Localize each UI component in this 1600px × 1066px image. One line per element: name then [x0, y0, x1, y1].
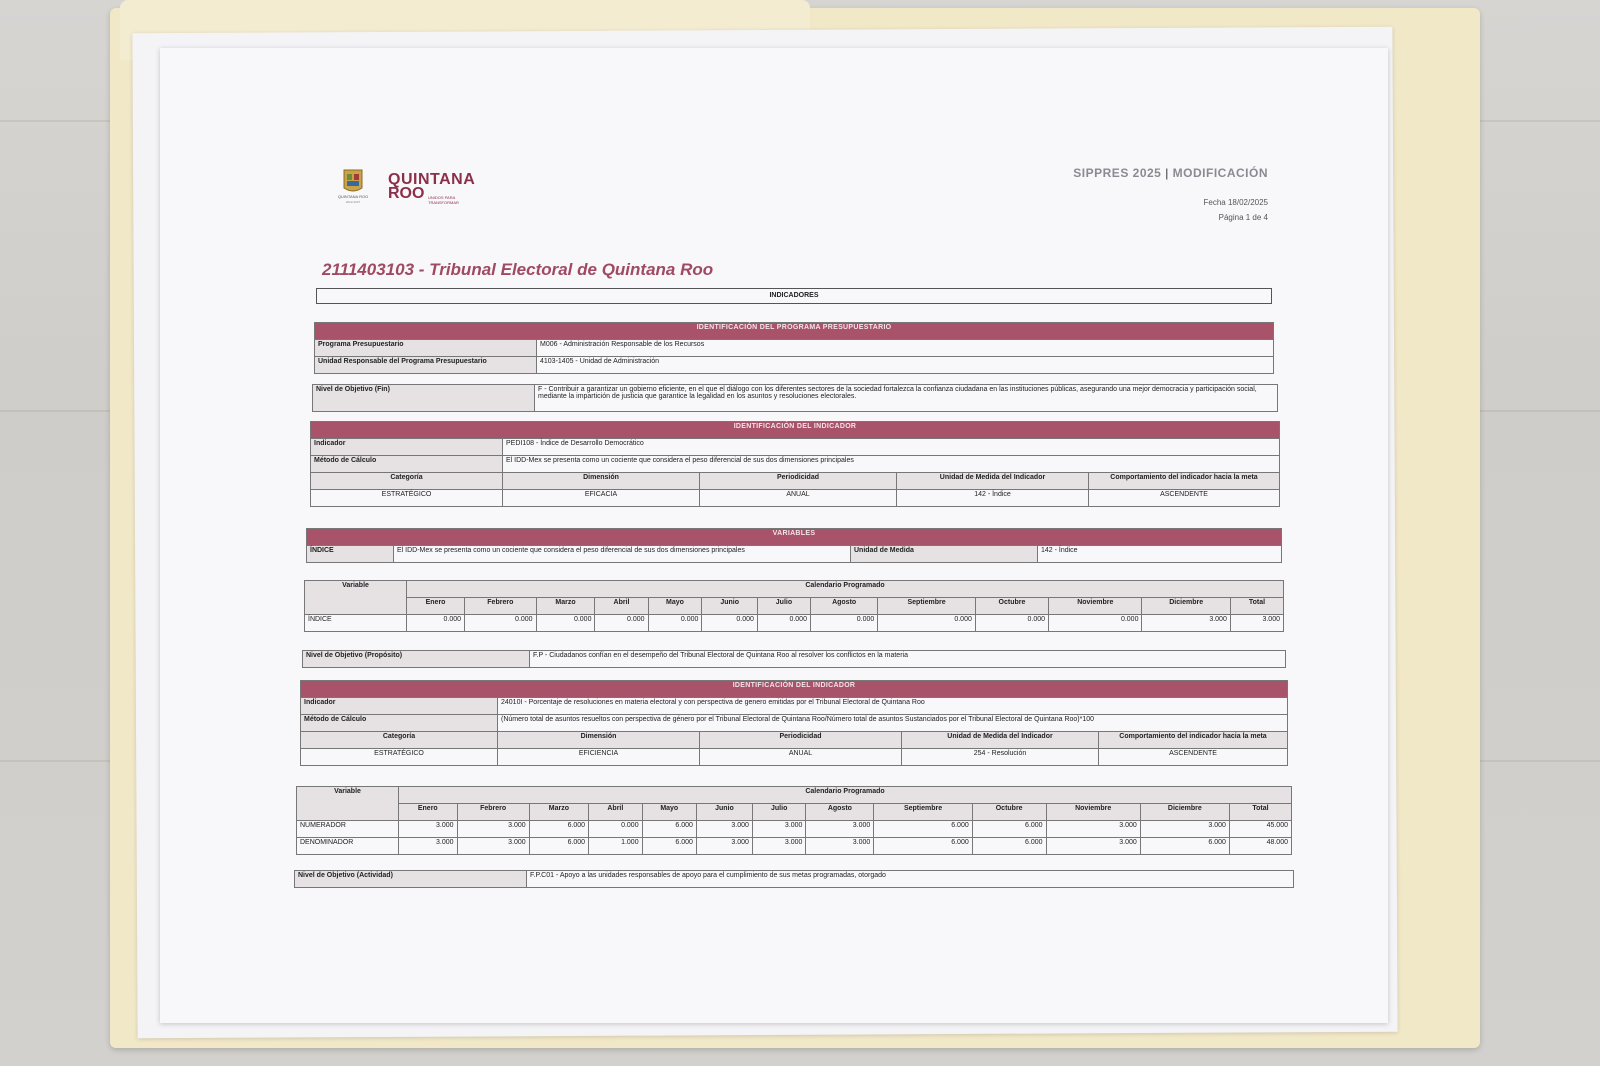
fin-table	[312, 384, 1278, 412]
cal-value-cell: 6.000	[529, 838, 588, 855]
ind1-h-dimension: Dimensión	[503, 473, 700, 490]
calendario1-table	[304, 580, 1284, 632]
indicador1-table	[310, 421, 1280, 507]
cal-month-header: Febrero	[465, 598, 537, 615]
variables-table	[306, 528, 1282, 563]
system-name: SIPPRES 2025	[1073, 166, 1162, 180]
cal-value-cell: 0.000	[595, 615, 648, 632]
system-mode: MODIFICACIÓN	[1172, 166, 1268, 180]
cal-month-header: Octubre	[975, 598, 1048, 615]
ind1-h-comportamiento: Comportamiento del indicador hacia la meta	[1089, 473, 1280, 490]
cal-value-cell: 3.000	[457, 821, 529, 838]
cal-value-cell: 0.000	[407, 615, 465, 632]
logo-word-2: ROO	[388, 185, 425, 202]
cal-value-cell: 3.000	[806, 821, 874, 838]
cal-row-name: NUMERADOR	[297, 821, 399, 838]
document-header-info	[1073, 166, 1268, 222]
cal-value-cell: 3.000	[696, 838, 752, 855]
cal-month-header: Diciembre	[1140, 804, 1229, 821]
document-title: 2111403103 - Tribunal Electoral de Quintana Roo	[322, 260, 714, 279]
cal-value-cell: 3.000	[1142, 615, 1230, 632]
ind1-v-comportamiento: ASCENDENTE	[1089, 490, 1280, 507]
quintana-roo-logo	[388, 173, 478, 203]
cal-value-cell: 3.000	[399, 838, 458, 855]
variable-unidad-value: 142 - Índice	[1038, 546, 1282, 563]
proposito-table	[302, 650, 1286, 668]
ind1-v-categoria: ESTRATÉGICO	[311, 490, 503, 507]
cal-month-header: Total	[1230, 598, 1283, 615]
ind1-v-unidad: 142 - Índice	[897, 490, 1089, 507]
cal-value-cell: 3.000	[1140, 821, 1229, 838]
cal-value-cell: 0.000	[878, 615, 976, 632]
cal-month-header: Septiembre	[874, 804, 972, 821]
cal-month-header: Mayo	[648, 598, 702, 615]
indicador1-value: PEDI108 - Índice de Desarrollo Democrático	[503, 439, 1280, 456]
indicador2-label: Indicador	[301, 698, 498, 715]
cal-month-header: Marzo	[529, 804, 588, 821]
cal-month-header: Agosto	[806, 804, 874, 821]
programa-label: Programa Presupuestario	[315, 340, 537, 357]
ind2-h-periodicidad: Periodicidad	[700, 732, 902, 749]
indicador2-table	[300, 680, 1288, 766]
cal-month-header: Noviembre	[1046, 804, 1140, 821]
calendario2-table	[296, 786, 1292, 855]
cal-value-cell: 1.000	[589, 838, 643, 855]
cal-value-cell: 0.000	[536, 615, 595, 632]
ind2-v-unidad: 254 - Resolución	[902, 749, 1099, 766]
ind2-h-dimension: Dimensión	[498, 732, 700, 749]
cal-month-header: Agosto	[810, 598, 877, 615]
ind2-h-unidad: Unidad de Medida del Indicador	[902, 732, 1099, 749]
cal-month-header: Noviembre	[1049, 598, 1142, 615]
programa-value: M006 - Administración Responsable de los Recursos	[537, 340, 1274, 357]
indicador1-band: IDENTIFICACIÓN DEL INDICADOR	[311, 422, 1280, 439]
cal-value-cell: 6.000	[529, 821, 588, 838]
cal-value-cell: 3.000	[752, 838, 806, 855]
variable-name: ÍNDICE	[307, 546, 394, 563]
cal-value-cell: 0.000	[648, 615, 702, 632]
cal-month-header: Septiembre	[878, 598, 976, 615]
cal-value-cell: 3.000	[752, 821, 806, 838]
cal-title: Calendario Programado	[399, 787, 1292, 804]
actividad-value: F.P.C01 - Apoyo a las unidades responsables de apoyo para el cumplimiento de sus metas programadas, otorgado	[527, 871, 1294, 888]
cal-title: Calendario Programado	[407, 581, 1284, 598]
programa-band: IDENTIFICACIÓN DEL PROGRAMA PRESUPUESTARIO	[315, 323, 1274, 340]
cal-row-name: ÍNDICE	[305, 615, 407, 632]
cal-value-cell: 3.000	[1230, 615, 1283, 632]
ind1-v-dimension: EFICACIA	[503, 490, 700, 507]
fin-value: F - Contribuir a garantizar un gobierno eficiente, en el que el diálogo con los diferentes sectores de la sociedad fortalezca la confianza ciudadana en las instituciones públicas, asegurando una mejor democracia y participación social, mediante la impartición de justicia que garantice la legalidad en los asuntos y resoluciones electorales.	[535, 385, 1278, 412]
table-row	[297, 821, 1292, 838]
ind1-h-categoria: Categoría	[311, 473, 503, 490]
variable-description: El IDD-Mex se presenta como un cociente que considera el peso diferencial de sus dos dimensiones principales	[394, 546, 851, 563]
cal-value-cell: 48.000	[1229, 838, 1291, 855]
fin-label: Nivel de Objetivo (Fin)	[313, 385, 535, 412]
actividad-label: Nivel de Objetivo (Actividad)	[295, 871, 527, 888]
indicador2-band: IDENTIFICACIÓN DEL INDICADOR	[301, 681, 1288, 698]
table-row	[305, 615, 1284, 632]
metodo1-value: El IDD-Mex se presenta como un cociente que considera el peso diferencial de sus dos dimensiones principales	[503, 456, 1280, 473]
cal-value-cell: 0.000	[1049, 615, 1142, 632]
cal-value-cell: 6.000	[972, 821, 1046, 838]
cal-month-header: Mayo	[642, 804, 696, 821]
system-label: SIPPRES 2025 | MODIFICACIÓN	[1073, 166, 1268, 180]
page-number: Página 1 de 4	[1218, 213, 1268, 222]
cal-variable-header: Variable	[305, 581, 407, 615]
logo-word-1: QUINTANA	[388, 171, 476, 188]
cal-value-cell: 3.000	[457, 838, 529, 855]
cal-value-cell: 0.000	[975, 615, 1048, 632]
cal-value-cell: 6.000	[1140, 838, 1229, 855]
cal-month-header: Octubre	[972, 804, 1046, 821]
ind1-h-unidad: Unidad de Medida del Indicador	[897, 473, 1089, 490]
cal-value-cell: 6.000	[874, 838, 972, 855]
variables-band: VARIABLES	[307, 529, 1282, 546]
cal-month-header: Diciembre	[1142, 598, 1230, 615]
cal-month-header: Marzo	[536, 598, 595, 615]
logo-seal-caption: QUINTANA ROO	[337, 194, 369, 199]
indicador1-label: Indicador	[311, 439, 503, 456]
variable-unidad-label: Unidad de Medida	[851, 546, 1038, 563]
logo-tagline: UNIDOS PARA TRANSFORMAR	[428, 195, 459, 205]
cal-value-cell: 0.000	[465, 615, 537, 632]
ind2-v-categoria: ESTRATÉGICO	[301, 749, 498, 766]
logo-seal-years: 2022-2027	[345, 200, 361, 204]
indicador2-value: 24010I - Porcentaje de resoluciones en materia electoral y con perspectiva de genero emitidas por el Tribunal Electoral de Quintana Roo	[498, 698, 1288, 715]
proposito-value: F.P - Ciudadanos confían en el desempeño del Tribunal Electoral de Quintana Roo al resolver los conflictos en la materia	[530, 651, 1286, 668]
cal-month-header: Enero	[399, 804, 458, 821]
cal-month-header: Junio	[702, 598, 758, 615]
ind2-h-categoria: Categoría	[301, 732, 498, 749]
ind2-h-comportamiento: Comportamiento del indicador hacia la meta	[1099, 732, 1288, 749]
cal-month-header: Total	[1229, 804, 1291, 821]
programa-table	[314, 322, 1274, 374]
cal-value-cell: 6.000	[642, 821, 696, 838]
ind2-v-comportamiento: ASCENDENTE	[1099, 749, 1288, 766]
cal-value-cell: 3.000	[806, 838, 874, 855]
cal-row-name: DENOMINADOR	[297, 838, 399, 855]
metodo2-value: (Número total de asuntos resueltos con perspectiva de género por el Tribunal Electoral de Quintana Roo/Número total de asuntos Sustanciados por el Tribunal Electoral de Quintana Roo)*100	[498, 715, 1288, 732]
cal-value-cell: 45.000	[1229, 821, 1291, 838]
unidad-value: 4103-1405 - Unidad de Administración	[537, 357, 1274, 374]
ind1-h-periodicidad: Periodicidad	[700, 473, 897, 490]
document-date: Fecha 18/02/2025	[1203, 198, 1268, 207]
cal-month-header: Junio	[696, 804, 752, 821]
ind2-v-dimension: EFICIENCIA	[498, 749, 700, 766]
ind1-v-periodicidad: ANUAL	[700, 490, 897, 507]
table-row	[297, 838, 1292, 855]
actividad-table	[294, 870, 1294, 888]
cal-value-cell: 0.000	[810, 615, 877, 632]
unidad-label: Unidad Responsable del Programa Presupuestario	[315, 357, 537, 374]
cal-value-cell: 3.000	[1046, 821, 1140, 838]
cal-variable-header: Variable	[297, 787, 399, 821]
cal-value-cell: 6.000	[874, 821, 972, 838]
cal-month-header: Febrero	[457, 804, 529, 821]
metodo2-label: Método de Cálculo	[301, 715, 498, 732]
indicadores-heading: INDICADORES	[316, 288, 1272, 304]
cal-value-cell: 3.000	[399, 821, 458, 838]
cal-value-cell: 3.000	[1046, 838, 1140, 855]
cal-value-cell: 0.000	[702, 615, 758, 632]
cal-value-cell: 0.000	[757, 615, 810, 632]
metodo1-label: Método de Cálculo	[311, 456, 503, 473]
cal-month-header: Abril	[589, 804, 643, 821]
cal-value-cell: 0.000	[589, 821, 643, 838]
cal-month-header: Abril	[595, 598, 648, 615]
cal-month-header: Enero	[407, 598, 465, 615]
document-page	[160, 48, 1388, 1023]
state-seal-logo	[328, 166, 378, 208]
ind2-v-periodicidad: ANUAL	[700, 749, 902, 766]
cal-value-cell: 3.000	[696, 821, 752, 838]
proposito-label: Nivel de Objetivo (Propósito)	[303, 651, 530, 668]
cal-value-cell: 6.000	[642, 838, 696, 855]
cal-month-header: Julio	[757, 598, 810, 615]
cal-value-cell: 6.000	[972, 838, 1046, 855]
cal-month-header: Julio	[752, 804, 806, 821]
